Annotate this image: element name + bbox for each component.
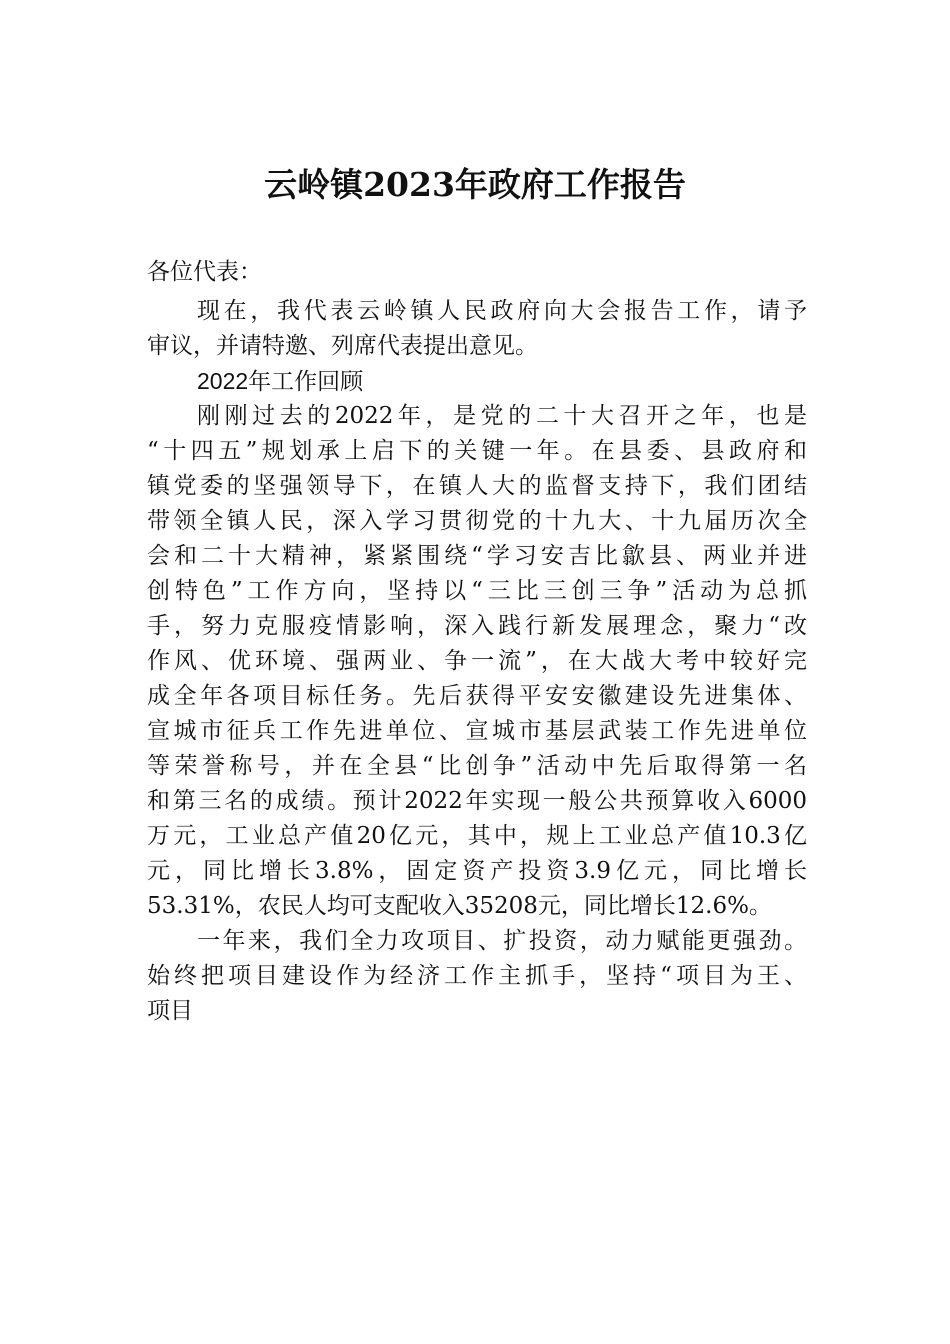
- text-line: “十四五”规划承上启下的关键一年。在县委、县政府和: [147, 438, 807, 464]
- text-line: 53.31%，农民人均可支配收入35208元，同比增长12.6%。: [147, 893, 772, 919]
- text-line: 手，努力克服疫情影响，深入践行新发展理念，聚力“改: [147, 613, 807, 639]
- text-line: 项目: [147, 998, 193, 1024]
- text-line: 现在，我代表云岭镇人民政府向大会报告工作，请予: [197, 298, 807, 324]
- text-line: 宣城市征兵工作先进单位、宣城市基层武装工作先进单位: [147, 718, 807, 744]
- text-line: 和第三名的成绩。预计2022年实现一般公共预算收入6000: [147, 788, 807, 814]
- text-line: 审议，并请特邀、列席代表提出意见。: [147, 333, 538, 359]
- text-line: 一年来，我们全力攻项目、扩投资，动力赋能更强劲。: [197, 928, 807, 954]
- document-title: 云岭镇2023年政府工作报告: [264, 165, 686, 204]
- text-line: 会和二十大精神，紧紧围绕“学习安吉比歙县、两业并进: [147, 543, 807, 569]
- text-line: 刚刚过去的2022年，是党的二十大召开之年，也是: [197, 403, 807, 429]
- section-heading: 2022年工作回顾: [197, 368, 364, 394]
- text-line: 创特色”工作方向，坚持以“三比三创三争”活动为总抓: [147, 578, 807, 604]
- text-line: 带领全镇人民，深入学习贯彻党的十九大、十九届历次全: [147, 508, 807, 534]
- text-line: 成全年各项目标任务。先后获得平安安徽建设先进集体、: [147, 683, 807, 709]
- text-line: 始终把项目建设作为经济工作主抓手，坚持“项目为王、: [147, 963, 807, 989]
- text-line: 镇党委的坚强领导下，在镇人大的监督支持下，我们团结: [147, 473, 807, 499]
- text-line: 各位代表：: [147, 259, 262, 285]
- document-body: [147, 255, 807, 1029]
- text-line: 等荣誉称号，并在全县“比创争”活动中先后取得第一名: [147, 753, 807, 779]
- text-line: 元，同比增长3.8%，固定资产投资3.9亿元，同比增长: [147, 858, 807, 884]
- text-line: 作风、优环境、强两业、争一流”，在大战大考中较好完: [147, 648, 807, 674]
- text-line: 万元，工业总产值20亿元，其中，规上工业总产值10.3亿: [147, 823, 807, 849]
